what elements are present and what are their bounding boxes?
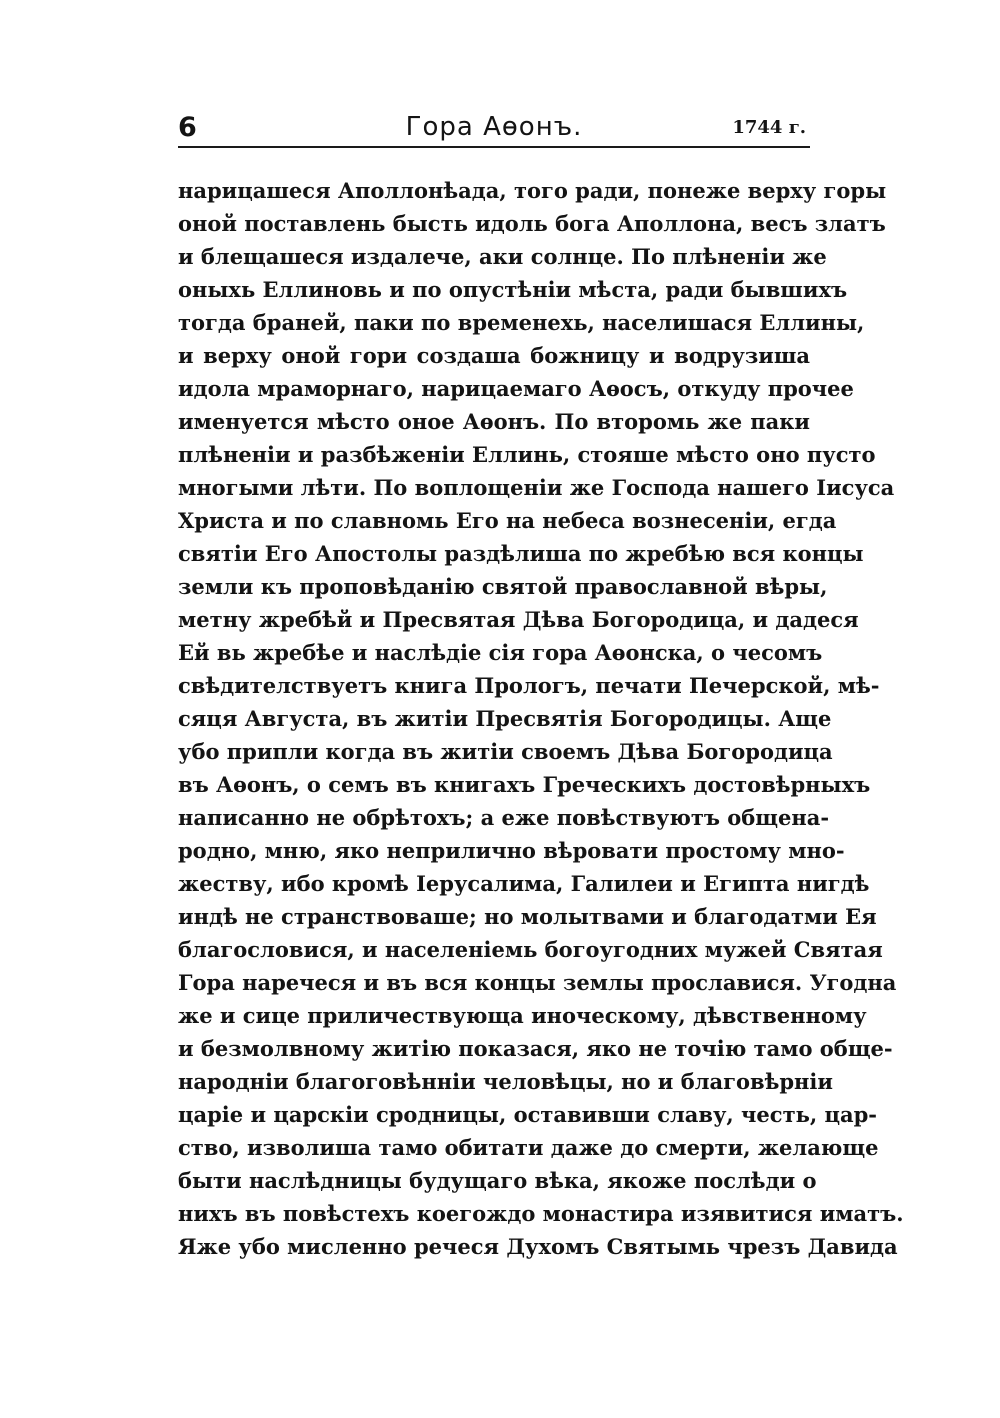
text-line: нихъ въ повѣстехъ коегождо монастира изявитися иматъ. xyxy=(178,1201,904,1226)
text-line: народніи благоговѣнніи человѣцы, но и благовѣрніи xyxy=(178,1069,833,1094)
text-line: и безмолвному житію показася, яко не точію тамо обще- xyxy=(178,1036,893,1061)
text-line: сяця Августа, въ житіи Пресвятія Богородицы. Аще xyxy=(178,706,832,731)
text-line: оныхь Еллиновь и по опустѣніи мѣста, ради бывшихъ xyxy=(178,277,848,302)
text-line: оной поставлень бысть идоль бога Аполлона, весъ златъ xyxy=(178,211,886,236)
text-line: Яже убо мисленно речеся Духомъ Святымь чрезъ Давида xyxy=(178,1234,898,1259)
text-line: святіи Его Апостолы раздѣлиша по жребѣю вся концы xyxy=(178,541,864,566)
text-line: метну жребѣй и Пресвятая Дѣва Богородица, и дадеся xyxy=(178,607,859,632)
page-header xyxy=(178,108,810,146)
text-line: свѣдителствуетъ книга Прологъ, печати Печерской, мѣ- xyxy=(178,673,880,698)
text-line: Гора наречеся и въ вся концы землы прославися. Угодна xyxy=(178,970,897,995)
text-line: благословися, и населеніемь богоугодних мужей Святая xyxy=(178,937,883,962)
text-line: написанно не обрѣтохъ; а еже повѣствуютъ общена- xyxy=(178,805,830,830)
body-text xyxy=(178,174,904,1263)
header-rule xyxy=(178,146,810,148)
text-line: земли къ проповѣданію святой православной вѣры, xyxy=(178,574,828,599)
text-line: убо припли когда въ житіи своемъ Дѣва Богородица xyxy=(178,739,833,764)
text-line: быти наслѣдницы будущаго вѣка, якоже послѣди о xyxy=(178,1168,817,1193)
text-line: ство, изволиша тамо обитати даже до смерти, желающе xyxy=(178,1135,879,1160)
text-line: плѣненіи и разбѣженіи Еллинь, стояше мѣсто оно пусто xyxy=(178,442,876,467)
text-line: Ей вь жребѣе и наслѣдіе сія гора Аѳонска, о чесомъ xyxy=(178,640,823,665)
text-line: жеству, ибо кромѣ Іерусалима, Галилеи и Египта нигдѣ xyxy=(178,871,870,896)
text-line: царіе и царскіи сродницы, оставивши славу, честь, цар- xyxy=(178,1102,877,1127)
text-line: же и сице приличествующа иноческому, дѣвственному xyxy=(178,1003,867,1028)
text-line: и верху оной гори создаша божницу и водрузиша xyxy=(178,343,810,368)
text-line: родно, мню, яко неприлично вѣровати простому мно- xyxy=(178,838,845,863)
text-line: многыми лѣти. По воплощеніи же Господа нашего Іисуса xyxy=(178,475,895,500)
text-line: и блещашеся издалече, аки солнце. По плѣненіи же xyxy=(178,244,827,269)
text-line: тогда браней, паки по временехь, населишася Еллины, xyxy=(178,310,865,335)
page-number: 6 xyxy=(178,112,197,143)
text-line: именуется мѣсто оное Аѳонъ. По второмь же паки xyxy=(178,409,810,434)
header-year: 1744 г. xyxy=(732,117,806,138)
text-line: Христа и по славномь Его на небеса вознесеніи, егда xyxy=(178,508,837,533)
text-line: нарицашеся Аполлонѣада, того ради, понеже верху горы xyxy=(178,178,887,203)
running-title: Гора Аѳонъ. xyxy=(405,112,583,142)
text-line: въ Аѳонъ, о семъ въ книгахъ Греческихъ достовѣрныхъ xyxy=(178,772,871,797)
text-line: идола мраморнаго, нарицаемаго Аѳосъ, откуду прочее xyxy=(178,376,854,401)
text-line: индѣ не странствоваше; но молытвами и благодатми Ея xyxy=(178,904,877,929)
